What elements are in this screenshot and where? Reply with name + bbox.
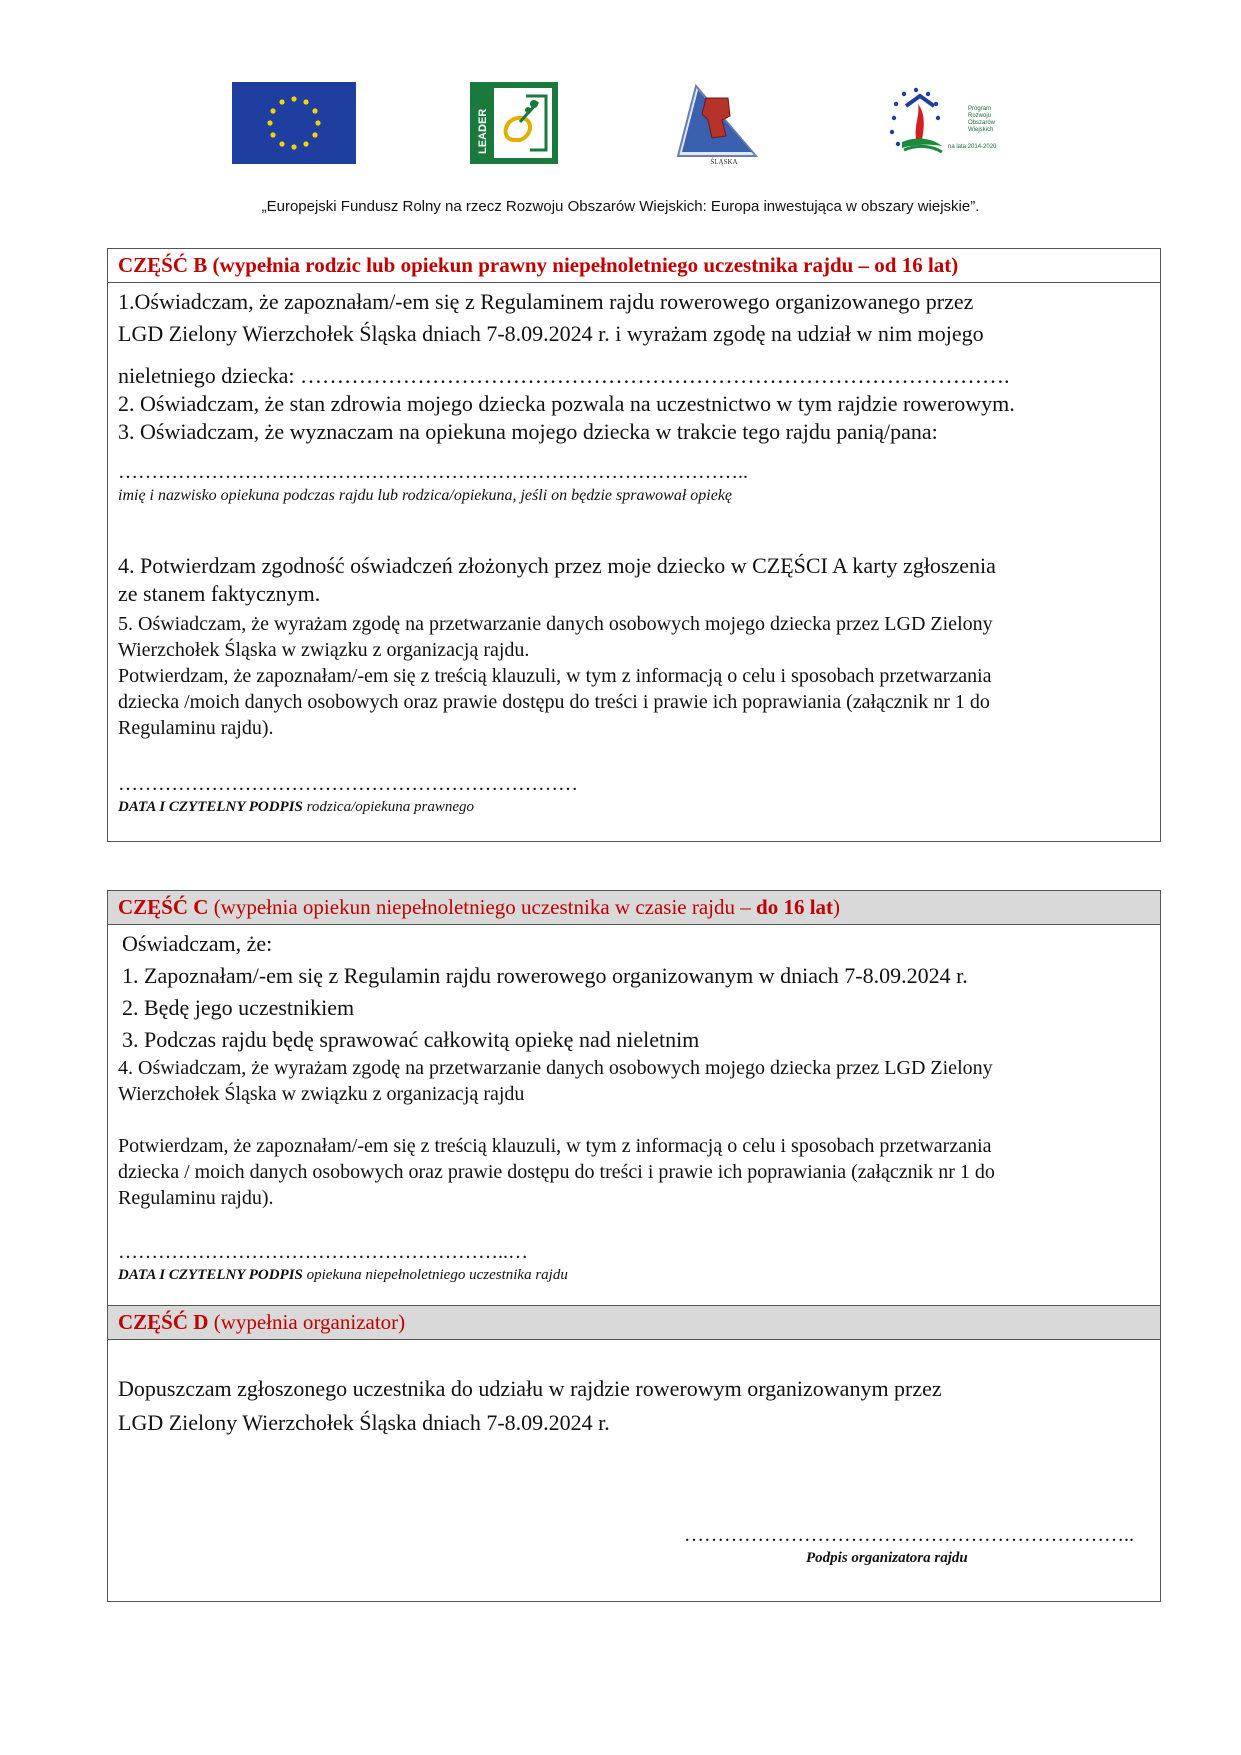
part-b-signature-label [118,799,474,816]
prow-line-4: Wiejskich [968,127,994,133]
part-c-header-b: (wypełnia opiekun niepełnoletniego uczestnika w czasie rajdu – [208,895,757,919]
part-b-line-1: 1.Oświadczam, że zapoznałam/-em się z Regulaminem rajdu rowerowego organizowanego przez [118,289,974,314]
part-b-section [107,248,1161,842]
part-c-line-4: 4. Oświadczam, że wyrażam zgodę na przetwarzanie danych osobowych mojego dziecka przez LGD Zielony [118,1057,993,1079]
part-c-header-c: do 16 lat [756,895,834,919]
part-b-line-8: 5. Oświadczam, że wyrażam zgodę na przetwarzanie danych osobowych mojego dziecka przez LGD Zielony [118,613,993,635]
part-c-signature-dots: …………………………………………………..… [118,1241,528,1263]
part-b-signature-bold: DATA I CZYTELNY PODPIS [118,799,303,815]
part-d-header [108,1306,1160,1340]
part-d-header-a: CZĘŚĆ D [118,1310,209,1334]
prow-logo-icon [876,80,1006,166]
part-b-line-3: nieletniego dziecka: ……………………………………………………………………………………. [118,363,1010,388]
part-d-signature-dots: ………………………………………………………….. [684,1524,1134,1546]
eu-flag-icon [232,82,356,164]
part-c-header-d: ) [833,895,841,919]
funding-caption: „Europejski Fundusz Rolny na rzecz Rozwoju Obszarów Wiejskich: Europa inwestująca w obszary wiejskie”. [261,198,980,215]
part-c-signature-rest: opiekuna niepełnoletniego uczestnika rajdu [302,1267,568,1283]
part-b-line-9: Wierzchołek Śląska w związku z organizacją rajdu. [118,639,530,661]
part-cd-section [107,890,1161,1602]
part-d-header-b: (wypełnia organizator) [208,1310,406,1334]
part-c-header [108,891,1160,925]
part-b-line-7: ze stanem faktycznym. [118,581,321,606]
part-b-line-11: dziecka /moich danych osobowych oraz prawie dostępu do treści i prawie ich poprawiania (załącznik nr 1 do [118,691,990,713]
lgd-text: ŚLĄSKA [710,158,738,166]
part-b-signature-rest: rodzica/opiekuna prawnego [302,799,474,815]
part-c-line-3: 3. Podczas rajdu będę sprawować całkowitą opiekę nad nieletnim [122,1027,700,1052]
part-c-line-2: 2. Będę jego uczestnikiem [122,995,355,1020]
part-b-signature-dots: …………………………………………………………… [118,773,578,795]
part-b-line-12: Regulaminu rajdu). [118,717,274,739]
part-b-line-2: LGD Zielony Wierzchołek Śląska dniach 7-8.09.2024 r. i wyrażam zgodę na udział w nim mojego [118,321,984,346]
part-b-header [108,249,1160,283]
part-b-guardian-dots: ………………………………………………………………………………….. [118,461,748,483]
part-b-line-4: 2. Oświadczam, że stan zdrowia mojego dziecka pozwala na uczestnictwo w tym rajdzie rowerowym. [118,391,1015,416]
part-c-line-8: Regulaminu rajdu). [118,1187,274,1209]
part-b-guardian-note: imię i nazwisko opiekuna podczas rajdu lub rodzica/opiekuna, jeśli on będzie sprawował opiekę [118,487,733,504]
part-c-signature-label [118,1267,568,1284]
part-c-header-a: CZĘŚĆ C [118,895,209,919]
lgd-logo-icon [672,80,778,166]
leader-text: LEADER [477,108,489,154]
logo-bar [0,78,1241,170]
part-d-signature-label: Podpis organizatora rajdu [806,1550,968,1566]
part-d-line-1: Dopuszczam zgłoszonego uczestnika do udziału w rajdzie rowerowym organizowanym przez [118,1376,942,1401]
part-b-line-10: Potwierdzam, że zapoznałam/-em się z treścią klauzuli, w tym z informacją o celu i sposobach przetwarzania [118,665,992,687]
part-b-header-text: CZĘŚĆ B (wypełnia rodzic lub opiekun prawny niepełnoletniego uczestnika rajdu – od 16 lat) [118,253,959,277]
part-c-line-0: Oświadczam, że: [122,931,273,956]
part-b-line-5: 3. Oświadczam, że wyznaczam na opiekuna mojego dziecka w trakcie tego rajdu panią/pana: [118,419,938,444]
part-c-signature-bold: DATA I CZYTELNY PODPIS [118,1267,303,1283]
prow-years: na lata 2014-2020 [948,144,997,150]
part-c-line-5: Wierzchołek Śląska w związku z organizacją rajdu [118,1083,525,1105]
prow-line-1: Program [968,106,992,112]
part-c-line-1: 1. Zapoznałam/-em się z Regulamin rajdu rowerowego organizowanym w dniach 7-8.09.2024 r. [122,963,968,988]
leader-logo-icon [470,82,558,164]
prow-line-2: Rozwoju [968,113,992,119]
part-c-line-6: Potwierdzam, że zapoznałam/-em się z treścią klauzuli, w tym z informacją o celu i sposobach przetwarzania [118,1135,992,1157]
part-d-line-2: LGD Zielony Wierzchołek Śląska dniach 7-8.09.2024 r. [118,1410,610,1435]
part-b-line-6: 4. Potwierdzam zgodność oświadczeń złożonych przez moje dziecko w CZĘŚCI A karty zgłoszenia [118,553,996,578]
part-c-line-7: dziecka / moich danych osobowych oraz prawie dostępu do treści i prawie ich poprawiania (załącznik nr 1 do [118,1161,995,1183]
prow-line-3: Obszarów [968,120,996,126]
